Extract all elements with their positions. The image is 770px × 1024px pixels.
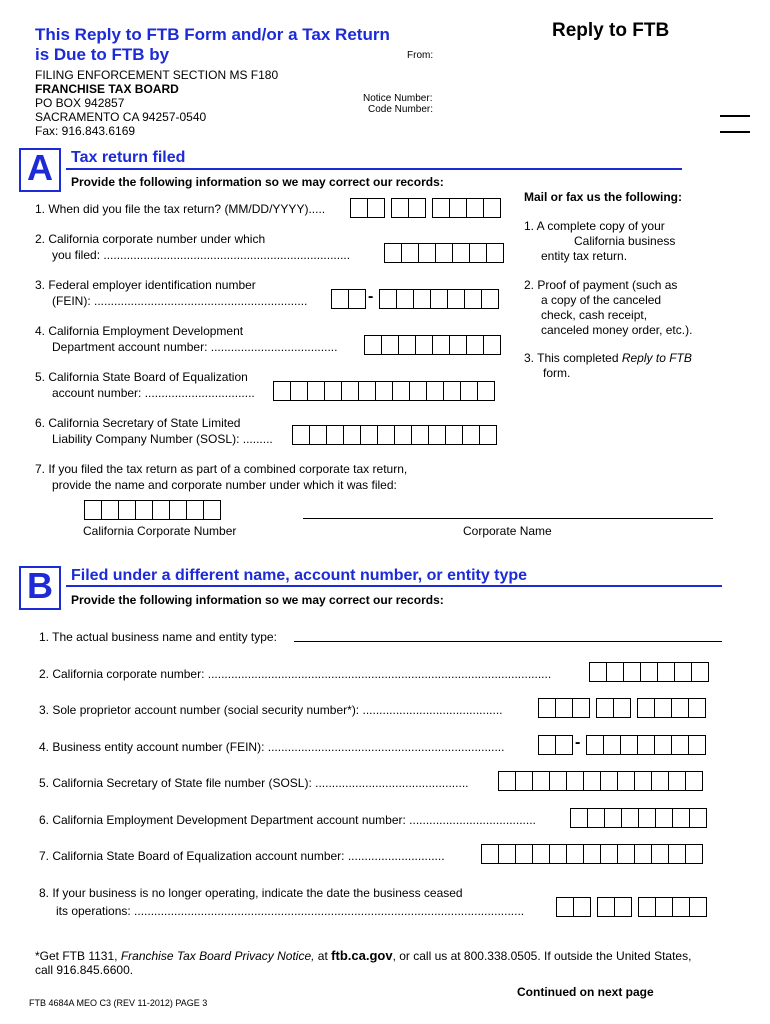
section-a-letter: A	[19, 148, 61, 192]
a-q3-label-2: (FEIN): ................................................................	[52, 294, 308, 308]
a-q1-label: 1. When did you file the tax return? (MM/DD/YYYY).....	[35, 202, 326, 216]
mail-item2-line1: 2. Proof of payment (such as	[524, 278, 678, 292]
section-a-instruction: Provide the following information so we may correct our records:	[71, 175, 444, 189]
form-id: FTB 4684A MEO C3 (REV 11-2012) PAGE 3	[29, 998, 208, 1008]
privacy-note-a: *Get FTB 1131,	[35, 949, 121, 963]
mail-title: Mail or fax us the following:	[524, 190, 683, 204]
header-title-line2: is Due to FTB by	[35, 45, 170, 64]
address-line1: FILING ENFORCEMENT SECTION MS F180	[35, 68, 279, 82]
b-q3-ssn-boxes[interactable]	[538, 698, 712, 718]
a-q2-label-2: you filed: ..........................................................................	[52, 248, 351, 262]
a-q4-edd-boxes[interactable]	[364, 335, 507, 355]
section-b-rule	[66, 585, 722, 587]
mail-item3-form-name: Reply to FTB	[621, 351, 692, 365]
b-q5-sosl-boxes[interactable]	[498, 771, 709, 791]
b-q1-label: 1. The actual business name and entity type:	[39, 630, 277, 644]
from-label: From:	[407, 50, 434, 61]
a-q3-label-1: 3. Federal employer identification number	[35, 278, 256, 292]
section-b-title: Filed under a different name, account number, or entity type	[71, 567, 528, 584]
mail-item2-line3: check, cash receipt,	[541, 308, 648, 322]
a-q3-fein-boxes[interactable]: -	[331, 289, 505, 309]
b-q6-label: 6. California Employment Development Department account number: ......................................	[39, 813, 536, 827]
section-a-title: Tax return filed	[71, 149, 186, 166]
a-q2-corp-number-boxes[interactable]	[384, 243, 510, 263]
mail-item1-line1: 1. A complete copy of your	[524, 219, 665, 233]
b-q8-label-2: its operations: .....................................................................................................................	[56, 904, 525, 918]
a-q7-label-1: 7. If you filed the tax return as part of a combined corporate tax return,	[35, 462, 408, 476]
privacy-note-b: Franchise Tax Board Privacy Notice,	[120, 949, 315, 963]
a-q7-corp-number-boxes[interactable]	[84, 500, 227, 520]
privacy-note-e: , or call us at 800.338.0505. If outside the United States,	[392, 949, 692, 963]
section-a-rule	[66, 168, 682, 170]
mail-item2-line4: canceled money order, etc.).	[541, 323, 693, 337]
privacy-note-line1	[35, 948, 735, 964]
privacy-note-c: at	[314, 949, 332, 963]
a-q6-label-1: 6. California Secretary of State Limited	[35, 416, 241, 430]
a-q5-label-2: account number: .................................	[52, 386, 255, 400]
b-q7-boe-boxes[interactable]	[481, 844, 709, 864]
address-line5: Fax: 916.843.6169	[35, 124, 136, 138]
continued-label: Continued on next page	[517, 985, 654, 999]
registration-mark-bottom	[720, 131, 750, 133]
registration-mark-top	[720, 115, 750, 117]
b-q4-label: 4. Business entity account number (FEIN): .......................................................................	[39, 740, 505, 754]
form-name: Reply to FTB	[552, 20, 670, 41]
b-q1-business-name-line[interactable]	[294, 641, 722, 642]
b-q2-corp-number-boxes[interactable]	[589, 662, 715, 682]
a-q2-label-1: 2. California corporate number under which	[35, 232, 266, 246]
mail-item3-text: 3. This completed	[524, 351, 619, 365]
header-title-line1: This Reply to FTB Form and/or a Tax Return	[35, 25, 390, 44]
b-q4-fein-boxes[interactable]: -	[538, 735, 712, 755]
b-q8-label-1: 8. If your business is no longer operating, indicate the date the business ceased	[39, 886, 463, 900]
mail-item3-line2: form.	[543, 366, 571, 380]
corp-name-caption: Corporate Name	[463, 524, 552, 538]
notice-number-label: Notice Number:	[363, 93, 433, 104]
b-q2-label: 2. California corporate number: .......................................................................................................	[39, 667, 552, 681]
a-q4-label-1: 4. California Employment Development	[35, 324, 244, 338]
address-line2: FRANCHISE TAX BOARD	[35, 82, 179, 96]
b-q7-label: 7. California State Board of Equalization account number: .............................	[39, 849, 445, 863]
a-q1-date-boxes[interactable]	[350, 198, 507, 218]
privacy-note-line2: call 916.845.6600.	[35, 963, 134, 977]
mail-item1-line2: California business	[574, 234, 676, 248]
mail-item1-line3: entity tax return.	[541, 249, 628, 263]
mail-item2-line2: a copy of the canceled	[541, 293, 662, 307]
b-q8-date-boxes[interactable]	[556, 897, 713, 917]
mail-item3-line1	[524, 351, 692, 366]
section-b-letter: B	[19, 566, 61, 610]
a-q6-sosl-boxes[interactable]	[292, 425, 503, 445]
a-q5-boe-boxes[interactable]	[273, 381, 501, 401]
a-q7-label-2: provide the name and corporate number under which it was filed:	[52, 478, 397, 492]
a-q5-label-1: 5. California State Board of Equalization	[35, 370, 248, 384]
b-q5-label: 5. California Secretary of State file number (SOSL): ..............................................	[39, 776, 469, 790]
corp-number-caption: California Corporate Number	[83, 524, 237, 538]
b-q6-edd-boxes[interactable]	[570, 808, 713, 828]
section-b-instruction: Provide the following information so we may correct our records:	[71, 593, 444, 607]
code-number-label: Code Number:	[368, 104, 434, 115]
address-line4: SACRAMENTO CA 94257-0540	[35, 110, 207, 124]
a-q6-label-2: Liability Company Number (SOSL): .........	[52, 432, 273, 446]
a-q7-corp-name-line[interactable]	[303, 518, 713, 519]
address-line3: PO BOX 942857	[35, 96, 125, 110]
ftb-website-link[interactable]: ftb.ca.gov	[331, 948, 393, 963]
b-q3-label: 3. Sole proprietor account number (social security number*): ..........................................	[39, 703, 503, 717]
a-q4-label-2: Department account number: ......................................	[52, 340, 338, 354]
